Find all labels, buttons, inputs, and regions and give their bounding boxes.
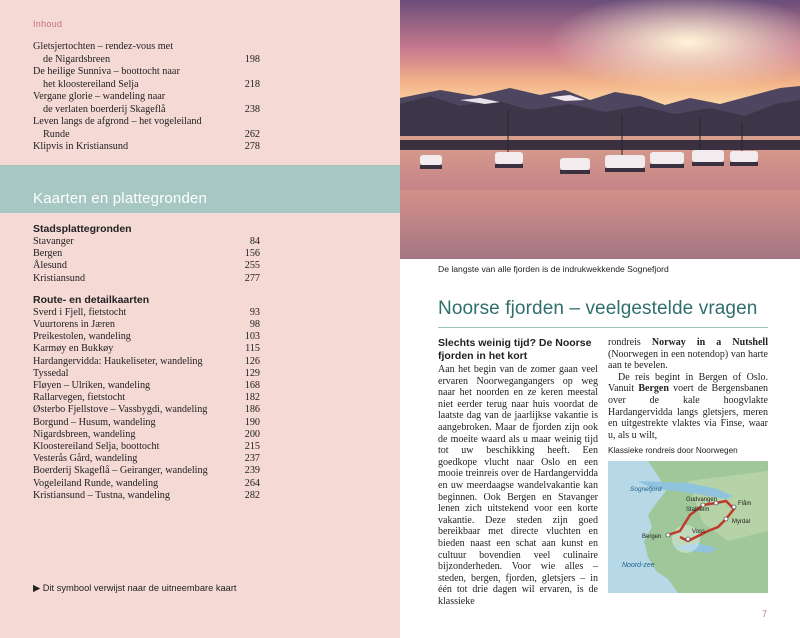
toc-entry-page: 198: [244, 53, 260, 65]
map-label-noordzee: Noord-zee: [622, 562, 655, 569]
map-entry-name: Hardangervidda: Haukeliseter, wandeling: [33, 355, 203, 367]
toc-entry-page: 262: [244, 128, 260, 140]
map-caption: Klassieke rondreis door Noorwegen: [608, 446, 738, 455]
toc-entry-title-cont: Runde: [43, 128, 70, 140]
toc-entry[interactable]: [33, 66, 263, 91]
map-entry-name: Rallarvegen, fietstocht: [33, 392, 126, 404]
text-run: rondreis: [608, 337, 652, 348]
article-column-2: [608, 337, 768, 441]
text-run: voert de Bergensbanen over de kale hoogvlakte Hardangervidda langs gletsjers, meren en uitgestrekte vlaktes via Finse, waar u, als u wilt,: [608, 383, 769, 441]
map-entry[interactable]: [33, 478, 263, 490]
toc-entry-page: 238: [244, 103, 260, 115]
map-entry-page: 237: [244, 453, 260, 465]
route-map-graphic: [608, 461, 768, 593]
toc-entry[interactable]: [33, 91, 263, 116]
map-entry-name: Boerderij Skageflå – Geiranger, wandeling: [33, 465, 208, 477]
map-entry-name: Preikestolen, wandeling: [33, 331, 131, 343]
maps-index: [33, 222, 263, 502]
map-entry[interactable]: [33, 368, 263, 380]
map-entry-name: Nigardsbreen, wandeling: [33, 428, 136, 440]
map-entry[interactable]: [33, 248, 263, 260]
map-entry-page: 239: [244, 465, 260, 477]
route-maps-heading: Route- en detailkaarten: [33, 293, 150, 306]
toc-entry-title-cont: het kloostereiland Selja: [43, 78, 139, 90]
article-paragraph: [608, 372, 768, 442]
city-maps-heading: Stadsplattegronden: [33, 223, 132, 235]
map-entry-page: 215: [244, 441, 260, 453]
page-number: 7: [762, 609, 768, 619]
map-entry[interactable]: [33, 417, 263, 429]
band-title: Kaarten en plattegronden: [33, 190, 208, 207]
toc-list: [33, 41, 263, 154]
emphasis-text: Bergen: [638, 383, 669, 395]
toc-entry-title-cont: de verlaten boerderij Skageflå: [43, 103, 166, 115]
map-entry-name: Bergen: [33, 248, 63, 260]
map-entry[interactable]: [33, 465, 263, 477]
headline-rule: [438, 327, 768, 328]
map-label-voss: Voss: [692, 529, 706, 535]
toc-entry[interactable]: [33, 41, 263, 66]
map-entry[interactable]: [33, 236, 263, 248]
map-entry-page: 264: [244, 477, 260, 489]
toc-entry[interactable]: [33, 116, 263, 141]
emphasis-text: Norway in a Nutshell: [651, 337, 768, 348]
map-entry[interactable]: [33, 331, 263, 343]
map-entry-name: Tyssedal: [33, 367, 69, 379]
map-entry[interactable]: [33, 307, 263, 319]
map-entry[interactable]: [33, 260, 263, 272]
map-entry[interactable]: [33, 392, 263, 404]
map-entry-name: Karmøy en Bukkøy: [33, 343, 114, 355]
map-entry[interactable]: [33, 380, 263, 392]
map-entry-page: 103: [244, 331, 260, 343]
map-entry[interactable]: [33, 319, 263, 331]
map-entry-name: Ålesund: [33, 260, 67, 272]
map-entry-name: Vogeleiland Runde, wandeling: [33, 477, 159, 489]
photo-caption: De langste van alle fjorden is de indrukwekkende Sognefjord: [438, 264, 669, 274]
map-entry-name: Stavanger: [33, 236, 74, 247]
map-entry[interactable]: [33, 343, 263, 355]
article-paragraph: Aan het begin van de zomer gaan veel ervaren Noorwegangangers op weg naar het noorden en ze keren meestal niet eerder terug naar huis voordat de laatste dag van de jaarlijkse vakantie is aangebroken. Maar de fjorden zijn ook de moeite waard als u maar weinig tijd tot uw beschikking heeft. Een goedkope vlucht naar Oslo en een mooie treinreis over de Hardangervidda en uw meerdaagse wandelvakantie kan beginnen. Ook Bergen en Stavanger lenen zich uitstekend voor een korte vakantie. Deze steden zijn goed bereikbaar met directe vluchten en bieden naast een schat aan kunst en cultuur bovendien veel culinaire bijzonderheden. Voor wie alles – steden, bergen, fjorden, gletsjers – in één tot drie dagen wil ervaren, is de klassieke: [438, 364, 598, 607]
map-label-stalheim: Stalheim: [686, 507, 710, 513]
map-entry-name: Sverd i Fjell, fietstocht: [33, 306, 127, 318]
map-entry-page: 156: [244, 248, 260, 260]
map-entry[interactable]: [33, 453, 263, 465]
map-entry-name: Borgund – Husum, wandeling: [33, 416, 156, 428]
map-entry-name: Kristiansund: [33, 272, 86, 284]
article-column-1: [438, 337, 598, 607]
article-headline: Noorse fjorden – veelgestelde vragen: [438, 298, 758, 319]
fjord-photo: [400, 0, 800, 259]
text-run: (Noorwegen in een notendop) van harte aan te bevelen.: [608, 348, 768, 372]
spacer: [33, 285, 263, 293]
play-triangle-icon: ▶: [33, 583, 41, 593]
map-entry-page: 93: [249, 306, 260, 318]
footnote: [33, 583, 237, 594]
map-entry-name: Kloostereiland Selja, boottocht: [33, 441, 160, 453]
article-paragraph: [608, 337, 768, 372]
map-entry-page: 190: [244, 416, 260, 428]
map-entry-page: 129: [244, 367, 260, 379]
map-entry-page: 126: [244, 355, 260, 367]
toc-entry-title: Leven langs de afgrond – het vogeleiland: [33, 116, 202, 127]
toc-entry-title: Gletsjertochten – rendez-vous met: [33, 41, 174, 52]
route-map: [608, 461, 768, 593]
map-entry-page: 84: [249, 236, 260, 247]
map-entry-page: 255: [244, 260, 260, 272]
section-label: Inhoud: [33, 19, 63, 29]
fjord-photo-graphic: [400, 0, 800, 259]
map-entry-page: 168: [244, 380, 260, 392]
map-label-sognefjord: Sognefjord: [630, 486, 662, 493]
footnote-text: Dit symbool verwijst naar de uitneembare kaart: [42, 583, 237, 593]
map-entry-page: 98: [249, 319, 260, 331]
map-entry[interactable]: [33, 441, 263, 453]
toc-entry-title: Klipvis in Kristiansund: [33, 141, 129, 152]
map-entry[interactable]: [33, 429, 263, 441]
map-entry-name: Vesterås Gård, wandeling: [33, 453, 138, 465]
toc-entry-page: 278: [244, 141, 260, 152]
map-entry-page: 182: [244, 392, 260, 404]
map-entry-name: Fløyen – Ulriken, wandeling: [33, 380, 151, 392]
map-entry-page: 282: [244, 489, 260, 501]
toc-entry-title-cont: de Nigardsbreen: [43, 53, 111, 65]
map-entry[interactable]: [33, 356, 263, 368]
text-run: De reis begint in Bergen of Oslo. Vanuit: [608, 371, 768, 395]
map-entry-page: 200: [244, 428, 260, 440]
map-entry-page: 277: [244, 272, 260, 284]
toc-entry[interactable]: [33, 141, 263, 154]
toc-entry-page: 218: [244, 78, 260, 90]
map-entry[interactable]: [33, 490, 263, 502]
article-subheading: Slechts weinig tijd? De Noorse fjorden in het kort: [438, 337, 592, 362]
map-label-flam: Flåm: [738, 501, 752, 507]
map-entry-page: 186: [244, 404, 260, 416]
right-page: [400, 0, 800, 638]
map-entry-name: Kristiansund – Tustna, wandeling: [33, 489, 170, 501]
map-entry-name: Østerbo Fjellstove – Vassbygdi, wandeling: [33, 404, 208, 416]
map-label-gudvangen: Gudvangen: [686, 497, 718, 503]
map-label-bergen: Bergen: [642, 534, 662, 540]
map-label-myrdal: Myrdal: [732, 519, 751, 525]
toc-entry-title: De heilige Sunniva – boottocht naar: [33, 66, 180, 77]
map-entry-page: 115: [245, 343, 260, 355]
map-entry-name: Vuurtorens in Jæren: [33, 319, 116, 331]
map-entry[interactable]: [33, 273, 263, 285]
map-entry[interactable]: [33, 404, 263, 416]
toc-entry-title: Vergane glorie – wandeling naar: [33, 91, 166, 102]
